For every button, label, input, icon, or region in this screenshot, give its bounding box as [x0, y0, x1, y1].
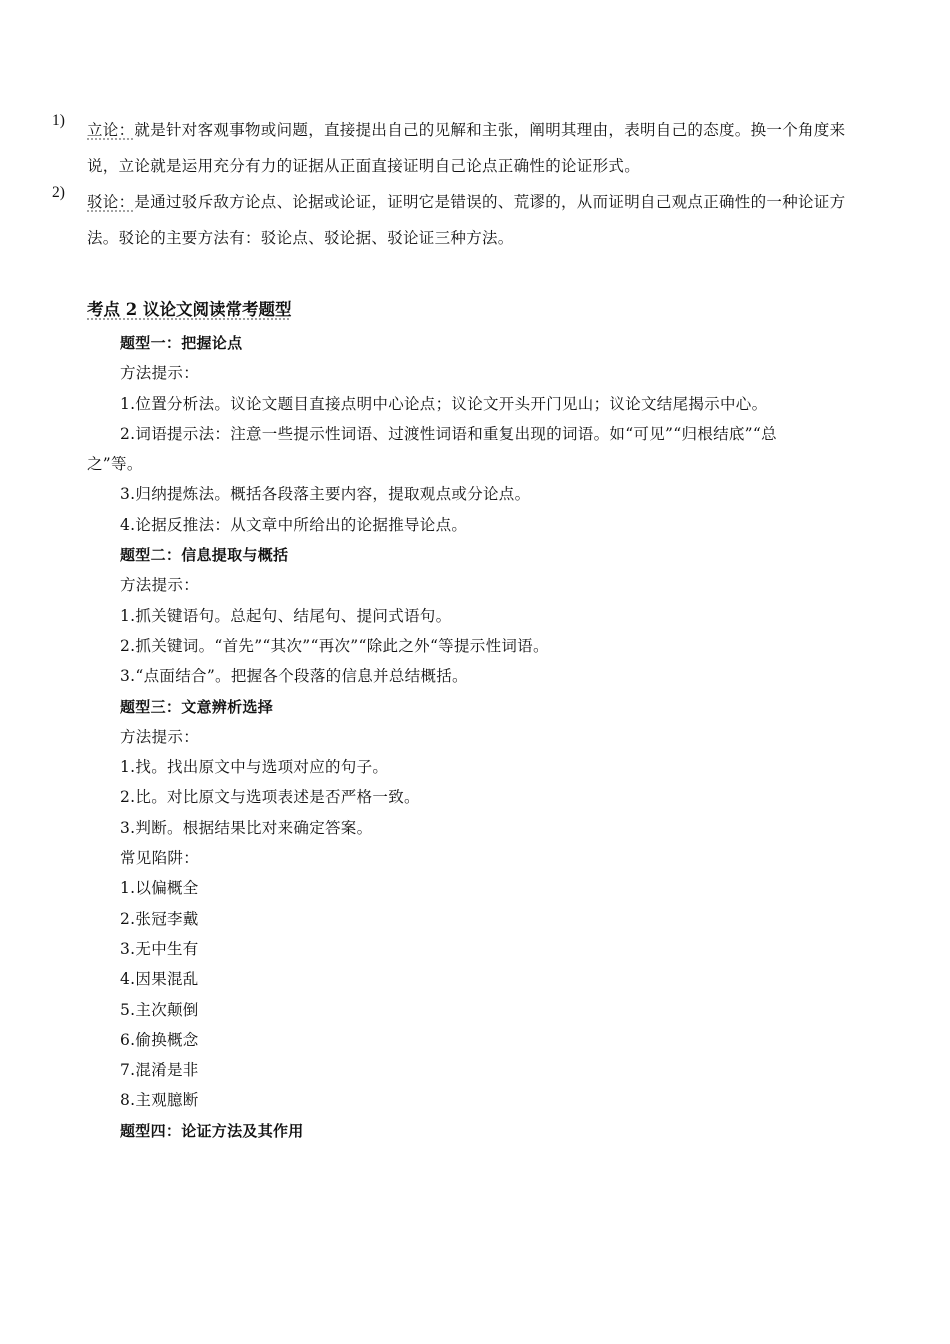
- type1-item: 2.词语提示法：注意一些提示性词语、过渡性词语和重复出现的词语。如“可见”“归根结底”“总: [120, 424, 777, 443]
- type3-trap: 3.无中生有: [120, 939, 199, 958]
- term-label: 驳论：: [87, 193, 135, 211]
- type2-item: 2.抓关键词。“首先”“其次”“再次”“除此之外“等提示性词语。: [120, 636, 549, 655]
- type3-item: 1.找。找出原文中与选项对应的句子。: [120, 758, 389, 777]
- list-number: 1): [52, 112, 65, 129]
- list-body: [87, 112, 872, 184]
- list-body: [87, 184, 872, 256]
- term-definition: 是通过驳斥敌方论点、论据或论证，证明它是错误的、荒谬的，从而证明自己观点正确性的一种论证方法。驳论的主要方法有：驳论点、驳论据、驳论证三种方法。: [87, 193, 846, 247]
- type3-trap: 4.因果混乱: [120, 970, 199, 989]
- type3-item: 3.判断。根据结果比对来确定答案。: [120, 818, 373, 837]
- type1-item-continuation: 之”等。: [87, 455, 143, 474]
- term-label: 立论：: [87, 121, 135, 139]
- type1-method-label: 方法提示：: [120, 364, 200, 383]
- type1-item: 4.论据反推法：从文章中所给出的论据推导论点。: [120, 515, 468, 534]
- type2-method-label: 方法提示：: [120, 576, 200, 595]
- type4-title: 题型四：论证方法及其作用: [120, 1121, 304, 1140]
- type3-trap: 5.主次颠倒: [120, 1000, 199, 1019]
- type3-trap: 8.主观臆断: [120, 1091, 199, 1110]
- list-number: 2): [52, 184, 65, 201]
- type1-item: 1.位置分析法。议论文题目直接点明中心论点；议论文开头开门见山；议论文结尾揭示中心。: [120, 394, 768, 413]
- type3-title: 题型三：文意辨析选择: [120, 697, 274, 716]
- section-heading: 考点 2 议论文阅读常考题型: [87, 300, 292, 319]
- term-definition: 就是针对客观事物或问题，直接提出自己的见解和主张，阐明其理由，表明自己的态度。换一个角度来说，立论就是运用充分有力的证据从正面直接证明自己论点正确性的论证形式。: [87, 121, 846, 175]
- type3-trap: 2.张冠李戴: [120, 909, 199, 928]
- type1-item: 3.归纳提炼法。概括各段落主要内容，提取观点或分论点。: [120, 485, 531, 504]
- list-item-refuting-argument: [52, 184, 872, 256]
- type3-trap: 6.偷换概念: [120, 1030, 199, 1049]
- type3-method-label: 方法提示：: [120, 727, 200, 746]
- type3-item: 2.比。对比原文与选项表述是否严格一致。: [120, 788, 420, 807]
- question-types: [87, 328, 880, 1146]
- type1-title: 题型一：把握论点: [120, 334, 243, 352]
- type3-trap: 7.混淆是非: [120, 1061, 199, 1080]
- type2-title: 题型二：信息提取与概括: [120, 546, 289, 565]
- type2-item: 3.“点面结合”。把握各个段落的信息并总结概括。: [120, 667, 468, 686]
- type3-traps-label: 常见陷阱：: [120, 849, 200, 868]
- type3-trap: 1.以偏概全: [120, 879, 199, 898]
- type2-item: 1.抓关键语句。总起句、结尾句、提问式语句。: [120, 606, 452, 625]
- list-item-establishing-argument: [52, 112, 872, 184]
